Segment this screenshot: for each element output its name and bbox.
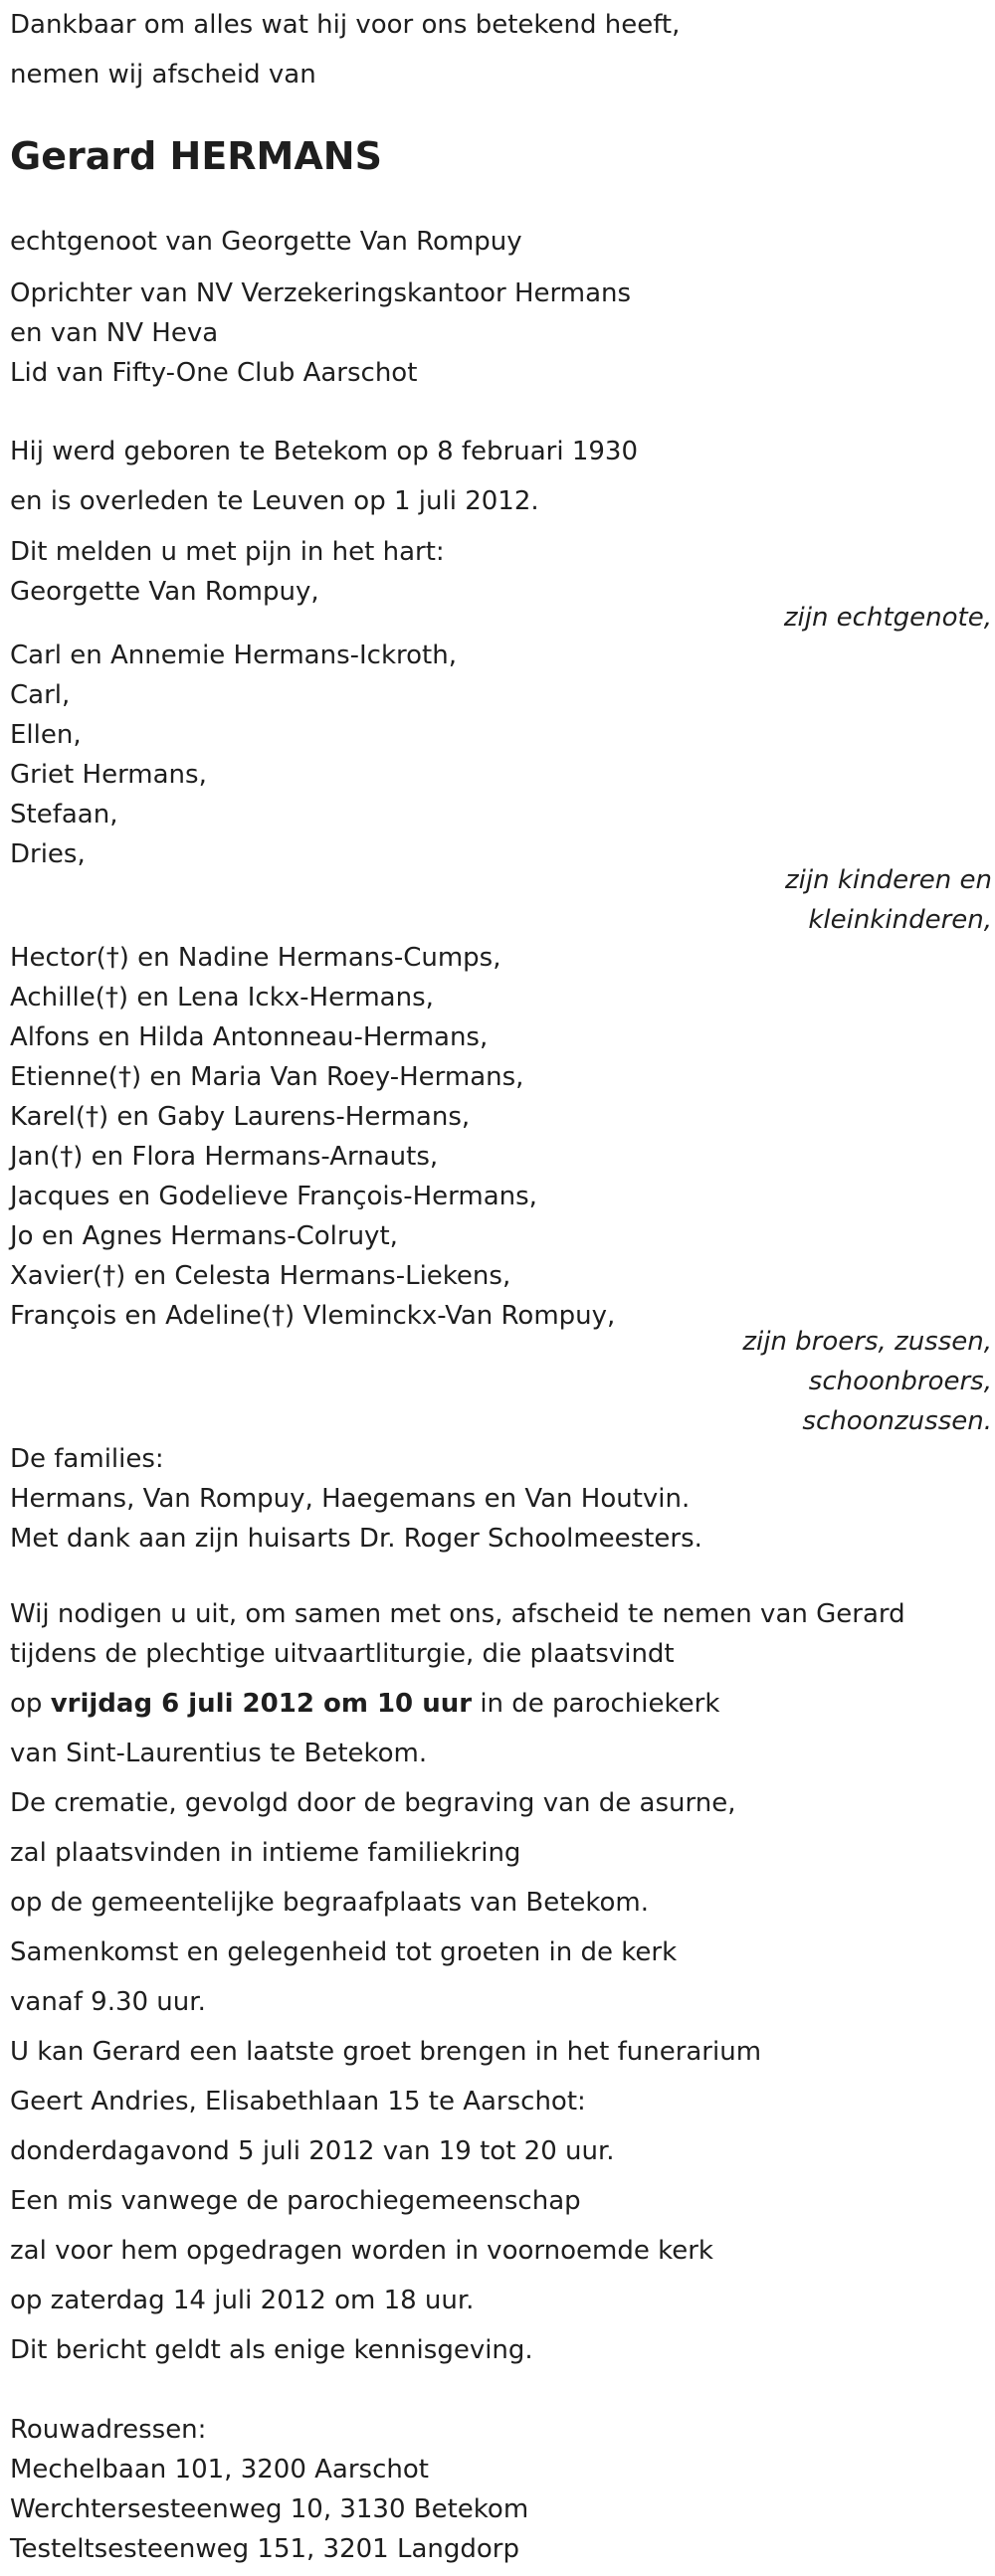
- child-line-1: Carl en Annemie Hermans-Ickroth,: [10, 641, 457, 670]
- sibling-line-7: Jacques en Godelieve François-Hermans,: [10, 1182, 537, 1211]
- detail-line-1: van Sint-Laurentius te Betekom.: [10, 1739, 428, 1768]
- sibling-line-1: Hector(†) en Nadine Hermans-Cumps,: [10, 943, 501, 973]
- service-prefix: op: [10, 1689, 43, 1719]
- detail-line-3: zal plaatsvinden in intieme familiekring: [10, 1838, 521, 1868]
- siblings-role-2: schoonbroers,: [808, 1367, 992, 1396]
- detail-line-8: Geert Andries, Elisabethlaan 15 te Aarschot:: [10, 2087, 586, 2116]
- detail-line-5: Samenkomst en gelegenheid tot groeten in de kerk: [10, 1937, 678, 1967]
- detail-line-7: U kan Gerard een laatste groet brengen in het funerarium: [10, 2037, 762, 2067]
- sibling-line-6: Jan(†) en Flora Hermans-Arnauts,: [10, 1142, 439, 1172]
- service-date: vrijdag 6 juli 2012 om 10 uur: [50, 1689, 473, 1719]
- sibling-line-2: Achille(†) en Lena Ickx-Hermans,: [10, 983, 434, 1012]
- role-line-1: Oprichter van NV Verzekeringskantoor Hermans: [10, 278, 632, 308]
- detail-line-12: op zaterdag 14 juli 2012 om 18 uur.: [10, 2286, 475, 2315]
- address-line-1: Mechelbaan 101, 3200 Aarschot: [10, 2455, 429, 2484]
- deceased-name: Gerard HERMANS: [10, 134, 382, 178]
- detail-line-9: donderdagavond 5 juli 2012 van 19 tot 20 uur.: [10, 2136, 615, 2166]
- detail-line-6: vanaf 9.30 uur.: [10, 1987, 206, 2017]
- role-line-2: en van NV Heva: [10, 318, 219, 348]
- children-role-2: kleinkinderen,: [808, 905, 992, 935]
- child-line-2: Carl,: [10, 680, 71, 710]
- sibling-line-9: Xavier(†) en Celesta Hermans-Liekens,: [10, 1261, 511, 1291]
- role-line-3: Lid van Fifty-One Club Aarschot: [10, 358, 418, 388]
- detail-line-4: op de gemeentelijke begraafplaats van Betekom.: [10, 1888, 650, 1918]
- siblings-role-1: zijn broers, zussen,: [742, 1327, 992, 1357]
- service-line: [10, 1691, 719, 1717]
- families-line-2: Hermans, Van Rompuy, Haegemans en Van Houtvin.: [10, 1484, 691, 1514]
- address-heading: Rouwadressen:: [10, 2415, 207, 2445]
- service-suffix: in de parochiekerk: [480, 1689, 720, 1719]
- detail-line-13: Dit bericht geldt als enige kennisgeving.: [10, 2335, 533, 2365]
- sibling-line-10: François en Adeline(†) Vleminckx-Van Rompuy,: [10, 1301, 616, 1331]
- child-line-3: Ellen,: [10, 720, 82, 750]
- address-line-2: Werchtersesteenweg 10, 3130 Betekom: [10, 2494, 529, 2524]
- invite-line-2: tijdens de plechtige uitvaartliturgie, die plaatsvindt: [10, 1639, 675, 1669]
- invite-line-1: Wij nodigen u uit, om samen met ons, afscheid te nemen van Gerard: [10, 1599, 905, 1629]
- detail-line-2: De crematie, gevolgd door de begraving van de asurne,: [10, 1788, 736, 1818]
- widow-role: zijn echtgenote,: [783, 603, 992, 633]
- child-line-5: Stefaan,: [10, 800, 118, 829]
- children-role-1: zijn kinderen en: [785, 865, 992, 895]
- announce-line: Dit melden u met pijn in het hart:: [10, 537, 445, 567]
- birth-line: Hij werd geboren te Betekom op 8 februari 1930: [10, 437, 638, 466]
- child-line-6: Dries,: [10, 839, 86, 869]
- detail-line-11: zal voor hem opgedragen worden in voornoemde kerk: [10, 2236, 713, 2266]
- death-line: en is overleden te Leuven op 1 juli 2012.: [10, 486, 539, 516]
- detail-line-10: Een mis vanwege de parochiegemeenschap: [10, 2186, 581, 2216]
- intro-line-2: nemen wij afscheid van: [10, 60, 316, 90]
- widow-line: Georgette Van Rompuy,: [10, 577, 319, 607]
- spouse-line: echtgenoot van Georgette Van Rompuy: [10, 227, 522, 257]
- sibling-line-5: Karel(†) en Gaby Laurens-Hermans,: [10, 1102, 471, 1132]
- address-line-3: Testeltsesteenweg 151, 3201 Langdorp: [10, 2534, 519, 2564]
- families-line-3: Met dank aan zijn huisarts Dr. Roger Schoolmeesters.: [10, 1524, 702, 1554]
- intro-line-1: Dankbaar om alles wat hij voor ons betekend heeft,: [10, 10, 681, 40]
- sibling-line-3: Alfons en Hilda Antonneau-Hermans,: [10, 1022, 489, 1052]
- families-line-1: De families:: [10, 1444, 164, 1474]
- child-line-4: Griet Hermans,: [10, 760, 207, 790]
- siblings-role-3: schoonzussen.: [802, 1406, 992, 1436]
- sibling-line-8: Jo en Agnes Hermans-Colruyt,: [10, 1221, 398, 1251]
- sibling-line-4: Etienne(†) en Maria Van Roey-Hermans,: [10, 1062, 524, 1092]
